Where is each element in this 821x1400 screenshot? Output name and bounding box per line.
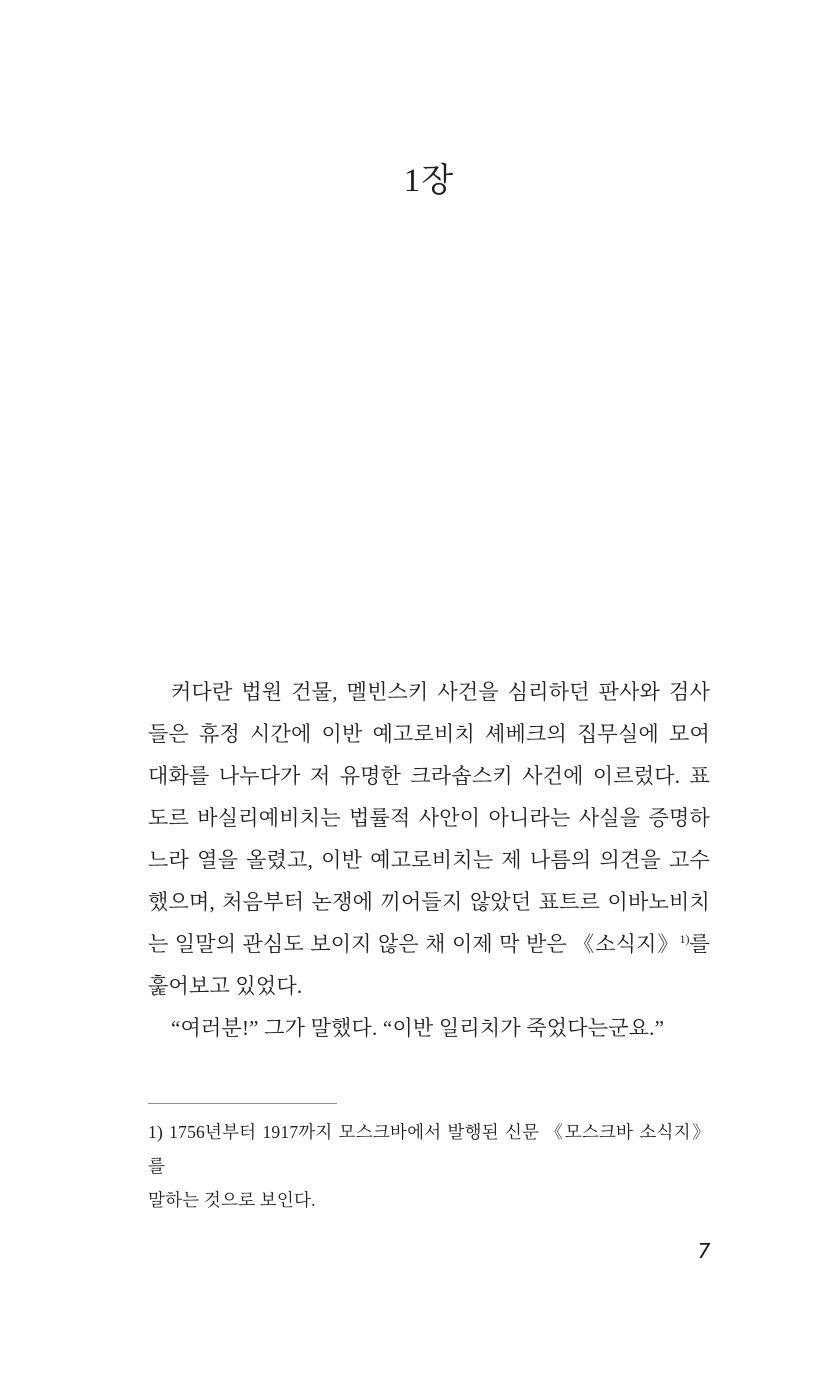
- body-line-7-text: 는 일말의 관심도 보이지 않은 채 이제 막 받은 《소식지》: [148, 932, 680, 956]
- footnote-reference-marker: 1): [679, 932, 690, 946]
- body-line-8: 훑어보고 있었다.: [148, 974, 303, 998]
- body-line-6: 했으며, 처음부터 논쟁에 끼어들지 않았던 표트르 이바노비치: [148, 890, 710, 914]
- dialogue-line: “여러분!” 그가 말했다. “이반 일리치가 죽었다는군요.”: [171, 1016, 665, 1040]
- body-line-4: 도르 바실리예비치는 법률적 사안이 아니라는 사실을 증명하: [148, 806, 710, 830]
- body-line-2: 들은 휴정 시간에 이반 예고로비치 셰베크의 집무실에 모여: [148, 722, 710, 746]
- body-line-3: 대화를 나누다가 저 유명한 크라솝스키 사건에 이르렀다. 표: [148, 764, 710, 788]
- body-line-1: 커다란 법원 건물, 멜빈스키 사건을 심리하던 판사와 검사: [171, 680, 710, 704]
- footnote-line-1: 1) 1756년부터 1917까지 모스크바에서 발행된 신문 《모스크바 소식지》를: [148, 1122, 710, 1176]
- page-number: 7: [697, 1239, 711, 1263]
- footnote-line-2: 말하는 것으로 보인다.: [148, 1190, 316, 1210]
- footnote: [148, 1115, 710, 1217]
- body-line-7: [148, 923, 710, 965]
- chapter-title: 1장: [403, 163, 455, 199]
- body-line-5: 느라 열을 올렸고, 이반 예고로비치는 제 나름의 의견을 고수: [148, 848, 710, 872]
- body-text: [148, 671, 710, 1049]
- body-line-7-tail: 를: [689, 932, 710, 956]
- footnote-divider: [148, 1103, 337, 1104]
